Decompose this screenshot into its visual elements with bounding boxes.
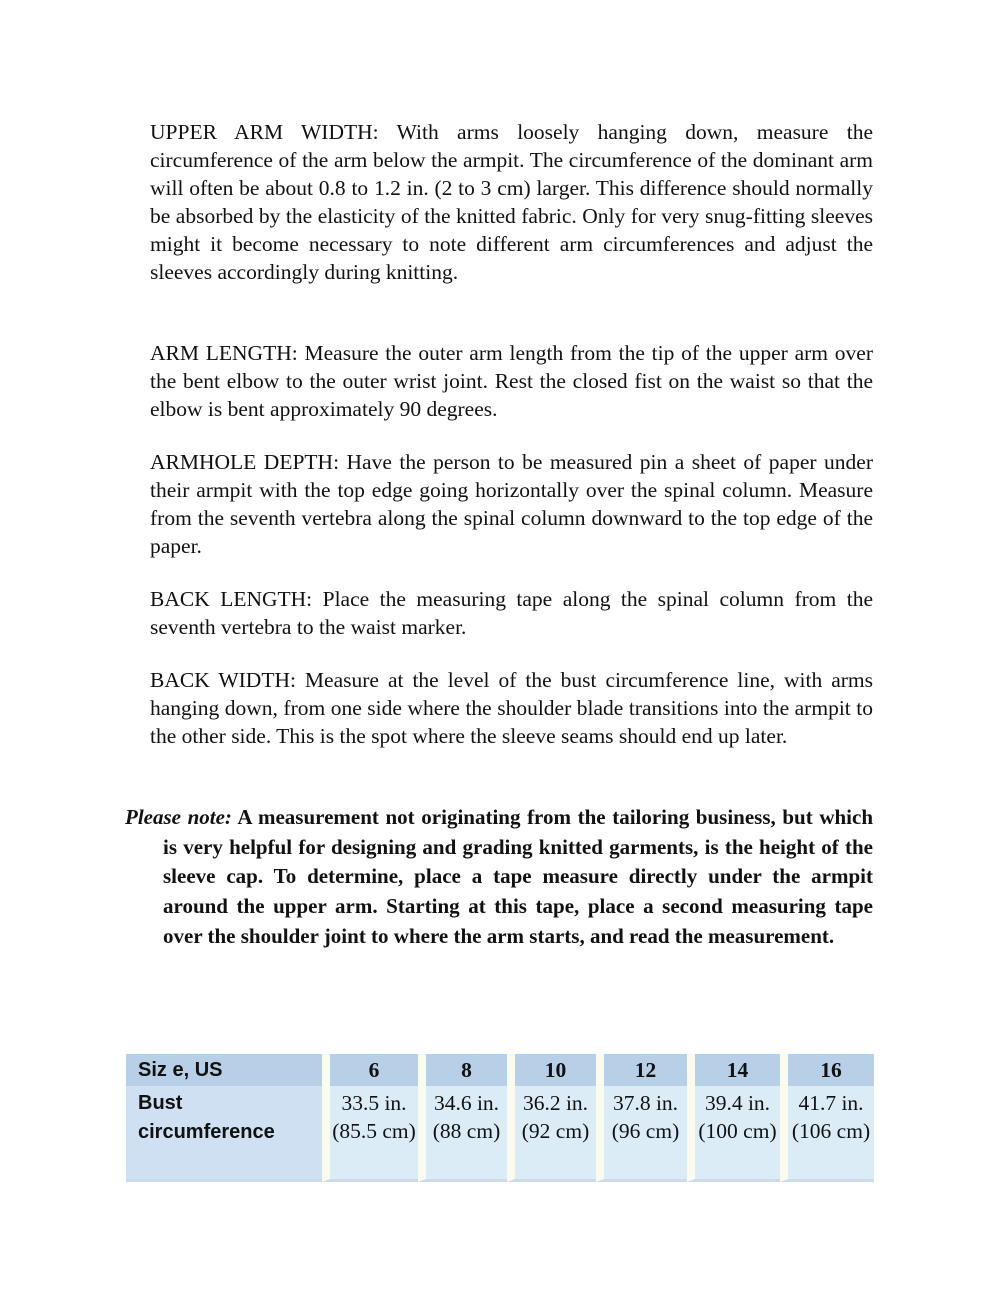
upper-arm-width-paragraph: UPPER ARM WIDTH: With arms loosely hanging down, measure the circumference of the arm below the armpit. The circumference of the dominant arm will often be about 0.8 to 1.2 in. (2 to 3 cm) larger. This difference should normally be absorbed by the elasticity of the knitted fabric. Only for very snug-fitting sleeves might it become necessary to note different arm circumferences and adjust the sleeves accordingly during knitting. bbox=[150, 120, 873, 284]
bust-value-cell: 39.4 in. (100 cm) bbox=[687, 1086, 780, 1182]
bust-value-cell: 41.7 in. (106 cm) bbox=[780, 1086, 874, 1182]
back-width-paragraph: BACK WIDTH: Measure at the level of the bust circumference line, with arms hanging down, from one side where the shoulder blade transitions into the armpit to the other side. This is the spot where the sleeve seams should end up later. bbox=[150, 668, 873, 748]
please-note-block bbox=[125, 803, 873, 952]
size-header-label: Siz e, US bbox=[126, 1054, 322, 1086]
bust-row-label-line1: Bust bbox=[138, 1092, 183, 1114]
size-header-cell: 10 bbox=[507, 1054, 596, 1086]
size-header-row bbox=[126, 1054, 874, 1086]
back-length-paragraph: BACK LENGTH: Place the measuring tape along the spinal column from the seventh vertebra to the waist marker. bbox=[150, 587, 873, 639]
bust-row-label bbox=[126, 1086, 322, 1182]
bust-value-cell: 36.2 in. (92 cm) bbox=[507, 1086, 596, 1182]
arm-length-paragraph: ARM LENGTH: Measure the outer arm length from the tip of the upper arm over the bent elbow to the outer wrist joint. Rest the closed fist on the waist so that the elbow is bent approximately 90 degrees. bbox=[150, 341, 873, 421]
bust-row-label-line2: circumference bbox=[138, 1121, 275, 1143]
size-header-cell: 8 bbox=[418, 1054, 507, 1086]
bust-value-cell: 34.6 in. (88 cm) bbox=[418, 1086, 507, 1182]
size-header-cell: 6 bbox=[322, 1054, 418, 1086]
bust-value-cell: 37.8 in. (96 cm) bbox=[596, 1086, 687, 1182]
bust-value-cell: 33.5 in. (85.5 cm) bbox=[322, 1086, 418, 1182]
armhole-depth-paragraph: ARMHOLE DEPTH: Have the person to be measured pin a sheet of paper under their armpit with the top edge going horizontally over the spinal column. Measure from the seventh vertebra along the spinal column downward to the top edge of the paper. bbox=[150, 450, 873, 558]
note-text: A measurement not originating from the tailoring business, but which is very helpful for designing and grading knitted garments, is the height of the sleeve cap. To determine, place a tape measure directly under the armpit around the upper arm. Starting at this tape, place a second measuring tape over the shoulder joint to where the arm starts, and read the measurement. bbox=[163, 805, 873, 948]
size-header-cell: 14 bbox=[687, 1054, 780, 1086]
size-header-cell: 16 bbox=[780, 1054, 874, 1086]
note-label: Please note: bbox=[125, 805, 232, 829]
size-header-cell: 12 bbox=[596, 1054, 687, 1086]
size-table bbox=[126, 1054, 874, 1182]
bust-row bbox=[126, 1086, 874, 1182]
